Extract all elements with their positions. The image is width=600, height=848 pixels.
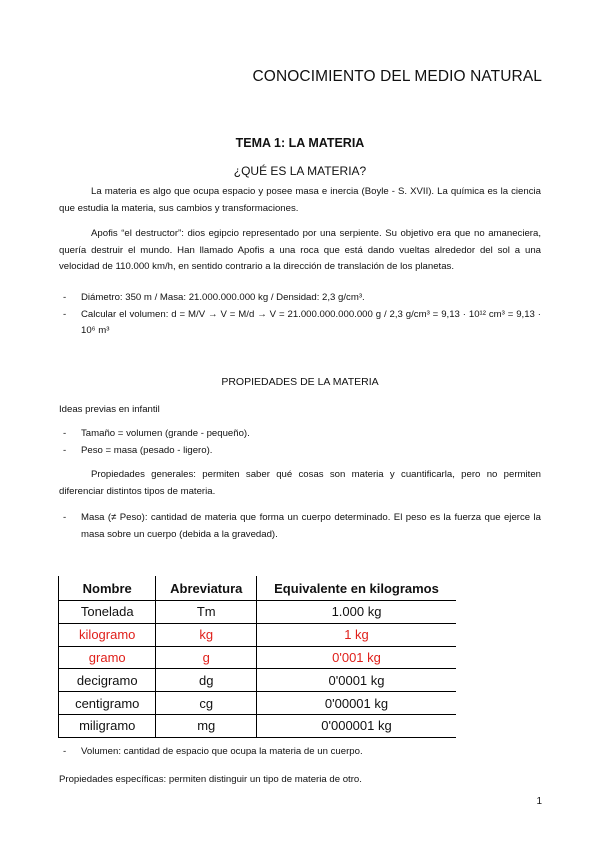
table-cell: Tm	[156, 601, 257, 624]
table-cell: miligramo	[59, 714, 156, 737]
table-cell: 0'001 kg	[257, 646, 456, 669]
table-row	[59, 646, 457, 669]
table-row	[59, 692, 457, 715]
propiedades-especificas: Propiedades específicas: permiten distinguir un tipo de materia de otro.	[59, 774, 362, 785]
document-header: CONOCIMIENTO DEL MEDIO NATURAL	[252, 68, 542, 85]
topic-title: TEMA 1: LA MATERIA	[235, 136, 365, 150]
table-cell: 1.000 kg	[257, 601, 456, 624]
table-cell: 0'0001 kg	[257, 669, 456, 692]
section-title: PROPIEDADES DE LA MATERIA	[221, 376, 379, 388]
list-item: - Tamaño = volumen (grande - pequeño).	[59, 426, 541, 443]
ideas-list	[59, 426, 541, 459]
table-cell: g	[156, 646, 257, 669]
mass-units-table	[58, 576, 456, 738]
table-cell: decigramo	[59, 669, 156, 692]
paragraph-apofis: Apofis “el destructor”: dios egipcio representado por una serpiente. Su objetivo era que no amaneciera, quería destruir el mundo. Han llamado Apofis a una roca que está dando vueltas alrededor del sol a una velocidad de 110.000 km/h, en sentido contrario a la dirección de translación de los planetas.	[59, 228, 541, 272]
list-item: - Masa (≠ Peso): cantidad de materia que forma un cuerpo determinado. El peso es la fuerza que ejerce la masa sobre un cuerpo (debida a la gravedad).	[59, 510, 541, 543]
table-cell: kg	[156, 623, 257, 646]
table-header-row	[59, 576, 457, 601]
paragraph-definition: La materia es algo que ocupa espacio y posee masa e inercia (Boyle - S. XVII). La química es la ciencia que estudia la materia, sus cambios y transformaciones.	[59, 186, 541, 214]
question-heading: ¿QUÉ ES LA MATERIA?	[233, 164, 367, 178]
list-item: - Peso = masa (pesado - ligero).	[59, 443, 541, 460]
column-header: Nombre	[59, 576, 156, 601]
list-item: - Calcular el volumen: d = M/V → V = M/d → V = 21.000.000.000.000 g / 2,3 g/cm³ = 9,13 · 10¹² cm³ = 9,13 · 10⁶ m³	[59, 307, 541, 340]
page-number: 1	[536, 796, 542, 807]
column-header: Abreviatura	[156, 576, 257, 601]
table-cell: centigramo	[59, 692, 156, 715]
column-header: Equivalente en kilogramos	[274, 580, 439, 596]
table-cell: mg	[156, 714, 257, 737]
volumen-list	[59, 744, 541, 761]
table-cell: 0'00001 kg	[257, 692, 456, 715]
table-cell: kilogramo	[59, 623, 156, 646]
paragraph-propiedades-generales: Propiedades generales: permiten saber qué cosas son materia y cuantificarla, pero no permiten diferenciar distintos tipos de materia.	[59, 469, 541, 497]
table-cell: cg	[156, 692, 257, 715]
table-cell: dg	[156, 669, 257, 692]
table-cell: gramo	[59, 646, 156, 669]
table-cell: 0'000001 kg	[257, 714, 456, 737]
table-row	[59, 669, 457, 692]
table-row	[59, 623, 457, 646]
masa-list	[59, 510, 541, 543]
table-row	[59, 714, 457, 737]
list-item: - Volumen: cantidad de espacio que ocupa la materia de un cuerpo.	[59, 744, 541, 761]
list-item: - Diámetro: 350 m / Masa: 21.000.000.000 kg / Densidad: 2,3 g/cm³.	[59, 290, 541, 307]
table-cell: Tonelada	[59, 601, 156, 624]
table-row	[59, 601, 457, 624]
table-cell: 1 kg	[257, 623, 456, 646]
ideas-previas-label: Ideas previas en infantil	[59, 404, 160, 415]
apofis-list	[59, 290, 541, 340]
